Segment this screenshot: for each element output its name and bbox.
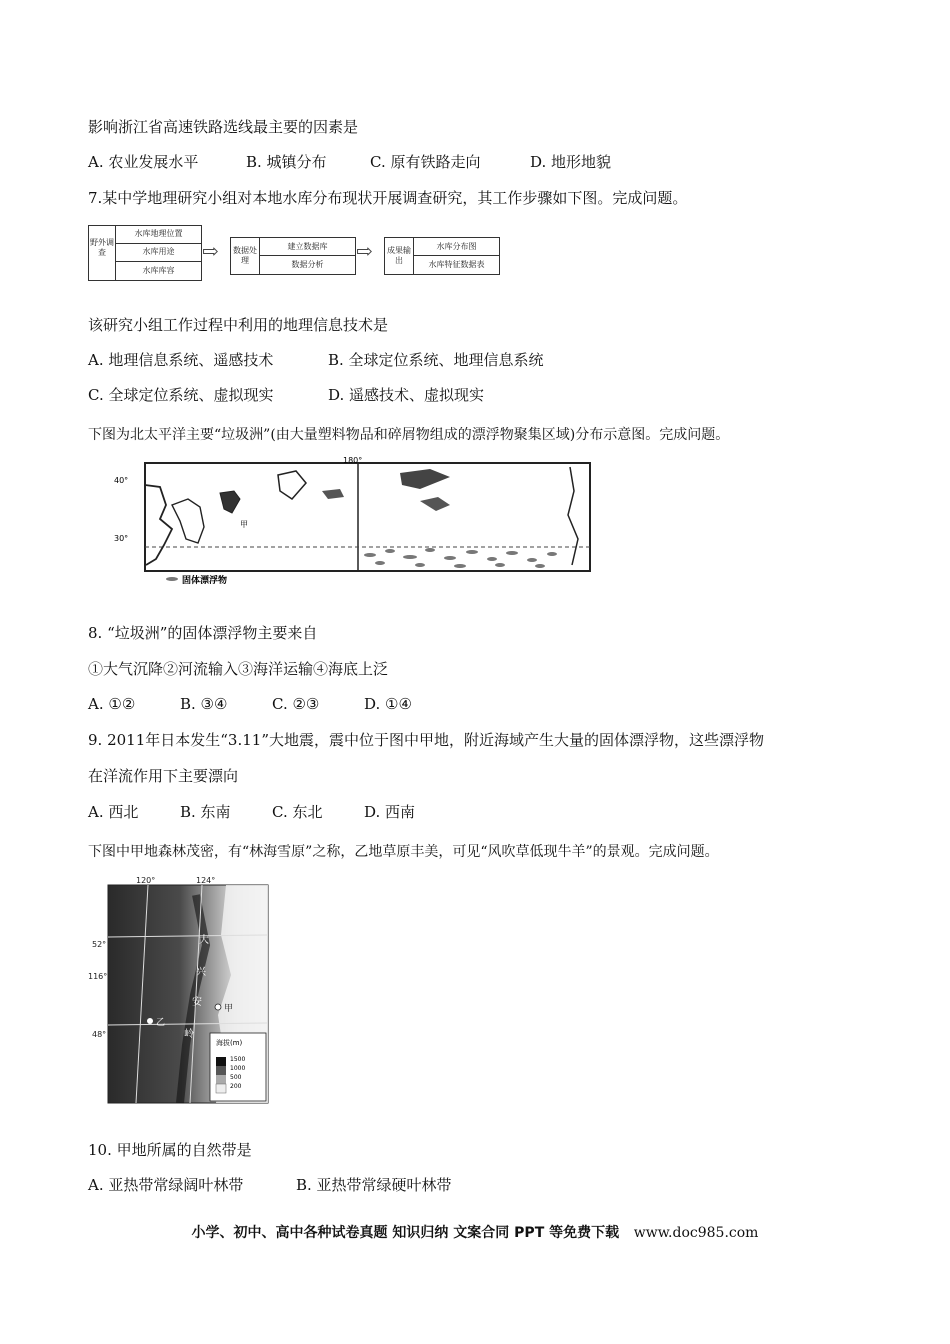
flow-step3-label: 成果输出 bbox=[387, 246, 411, 265]
flow-step1-label: 野外调查 bbox=[90, 238, 114, 257]
map2-range-char: 安 bbox=[192, 997, 202, 1008]
q9-stem-line2: 在洋流作用下主要漂向 bbox=[88, 767, 239, 785]
q9-option-a: A. 西北 bbox=[88, 803, 139, 821]
forest-map-graphic bbox=[88, 875, 271, 1105]
footer-link[interactable]: www.doc985.com bbox=[633, 1225, 759, 1241]
flow-step2-item: 建立数据库 bbox=[287, 242, 328, 251]
flow-step1-item: 水库用途 bbox=[142, 247, 175, 256]
q6-option-d: D. 地形地貌 bbox=[530, 153, 612, 171]
q7-options-row2 bbox=[88, 385, 484, 405]
q7-intro: 7.某中学地理研究小组对本地水库分布现状开展调查研究，其工作步骤如下图。完成问题。 bbox=[88, 189, 688, 207]
q8-option-c: C. ②③ bbox=[272, 695, 320, 713]
map2-marker-yi: 乙 bbox=[156, 1018, 166, 1028]
q9-option-b: B. 东南 bbox=[180, 803, 231, 821]
flow-step3-item: 水库特征数据表 bbox=[428, 260, 485, 269]
map2-range-char: 岭 bbox=[184, 1029, 194, 1040]
map2-legend-value: 500 bbox=[230, 1074, 242, 1081]
arrow-right-icon: ⇨ bbox=[202, 239, 219, 263]
map2-lon-label: 120° bbox=[136, 876, 156, 885]
map2-range-char: 大 bbox=[199, 935, 209, 946]
map2-lat-label: 48° bbox=[92, 1030, 107, 1039]
q6-stem: 影响浙江省高速铁路选线最主要的因素是 bbox=[88, 118, 359, 136]
flow-step-output bbox=[384, 237, 500, 275]
flow-step2-item: 数据分析 bbox=[291, 260, 324, 269]
map2-legend-value: 1500 bbox=[230, 1056, 246, 1063]
q9-option-c: C. 东北 bbox=[272, 803, 323, 821]
arrow-right-icon: ⇨ bbox=[356, 239, 373, 263]
q6-options bbox=[88, 152, 611, 172]
page-footer bbox=[0, 1222, 950, 1242]
flow-step2-label: 数据处理 bbox=[233, 246, 257, 265]
flow-step-data-processing bbox=[230, 237, 356, 275]
forest-map bbox=[88, 875, 271, 1105]
q7-options-row1 bbox=[88, 350, 544, 370]
legend-dot-icon bbox=[166, 577, 178, 581]
flow-step-field-survey bbox=[88, 225, 202, 281]
map2-range-char: 兴 bbox=[196, 967, 206, 978]
q8-option-b: B. ③④ bbox=[180, 695, 228, 713]
map1-marker-jia: 甲 bbox=[240, 520, 248, 529]
map1-lon-label: 180° bbox=[343, 456, 363, 465]
q8-option-d: D. ①④ bbox=[364, 695, 412, 713]
q7-flow-diagram bbox=[88, 225, 508, 281]
garbage-patch-map bbox=[100, 455, 600, 585]
q7-option-c: C. 全球定位系统、虚拟现实 bbox=[88, 386, 274, 404]
q10-stem: 10. 甲地所属的自然带是 bbox=[88, 1141, 252, 1159]
map2-marker-jia: 甲 bbox=[224, 1004, 234, 1014]
map2-legend-value: 200 bbox=[230, 1083, 242, 1090]
location-dot-icon bbox=[147, 1018, 153, 1024]
map2-lat-label: 116° bbox=[88, 972, 108, 981]
q9-option-d: D. 西南 bbox=[364, 803, 416, 821]
q7-stem: 该研究小组工作过程中利用的地理信息技术是 bbox=[88, 316, 389, 334]
q10-option-a: A. 亚热带常绿阔叶林带 bbox=[88, 1176, 244, 1194]
q10-options bbox=[88, 1175, 452, 1195]
q8-options bbox=[88, 694, 412, 714]
q6-option-c: C. 原有铁路走向 bbox=[370, 153, 481, 171]
q8-stem: 8. “垃圾洲”的固体漂浮物主要来自 bbox=[88, 624, 318, 642]
q9-stem-line1: 9. 2011年日本发生“3.11”大地震，震中位于图中甲地，附近海域产生大量的固体漂浮物，这些漂浮物 bbox=[88, 731, 764, 749]
q7-option-b: B. 全球定位系统、地理信息系统 bbox=[328, 351, 544, 369]
map2-lat-label: 52° bbox=[92, 940, 107, 949]
flow-step1-item: 水库库容 bbox=[142, 266, 175, 275]
garbage-patch-map-graphic bbox=[100, 455, 600, 585]
map1-legend-label: 固体漂浮物 bbox=[182, 576, 228, 586]
q8-choices: ①大气沉降②河流输入③海洋运输④海底上泛 bbox=[88, 660, 389, 678]
map1-lat-label: 30° bbox=[114, 534, 129, 543]
flow-step1-item: 水库地理位置 bbox=[134, 229, 183, 238]
q10-option-b: B. 亚热带常绿硬叶林带 bbox=[296, 1176, 452, 1194]
footer-text: 小学、初中、高中各种试卷真题 知识归纳 文案合同 PPT 等免费下载 bbox=[191, 1225, 620, 1241]
q6-option-a: A. 农业发展水平 bbox=[88, 153, 199, 171]
passage-forest: 下图中甲地森林茂密，有“林海雪原”之称，乙地草原丰美，可见“风吹草低现牛羊”的景观。完成问题。 bbox=[88, 844, 719, 860]
location-dot-icon bbox=[215, 1004, 221, 1010]
map2-lon-label: 124° bbox=[196, 876, 216, 885]
q7-option-a: A. 地理信息系统、遥感技术 bbox=[88, 351, 274, 369]
q6-option-b: B. 城镇分布 bbox=[246, 153, 327, 171]
map2-legend-title: 海拔(m) bbox=[216, 1039, 243, 1047]
map1-lat-label: 40° bbox=[114, 476, 129, 485]
q7-option-d: D. 遥感技术、虚拟现实 bbox=[328, 386, 485, 404]
map2-legend-value: 1000 bbox=[230, 1065, 246, 1072]
q8-option-a: A. ①② bbox=[88, 695, 136, 713]
flow-step3-item: 水库分布图 bbox=[436, 242, 477, 251]
passage-garbage: 下图为北太平洋主要“垃圾洲”(由大量塑料物品和碎屑物组成的漂浮物聚集区域)分布示意图。完成问题。 bbox=[88, 427, 730, 443]
q9-options bbox=[88, 802, 415, 822]
